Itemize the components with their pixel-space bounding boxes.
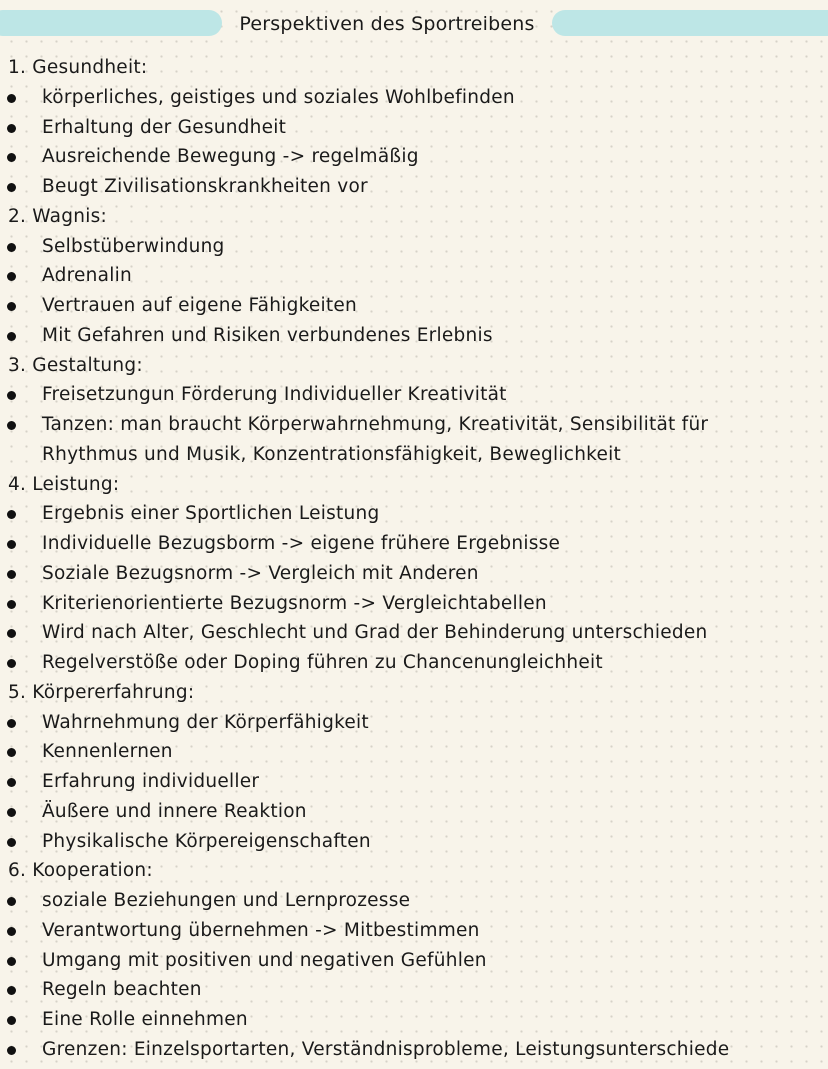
list-item: [0, 232, 828, 262]
list-item-text: Freisetzungun Förderung Individueller Kreativität: [42, 384, 507, 406]
list-item: [0, 589, 828, 619]
list-item: [0, 916, 828, 946]
list-item: [0, 1005, 828, 1035]
list-item-text: Regeln beachten: [42, 979, 202, 1001]
bullet-icon: [7, 600, 16, 609]
section-heading-gesundheit: 1. Gesundheit:: [8, 57, 148, 78]
section-heading-wagnis: 2. Wagnis:: [8, 205, 107, 227]
list-item: [0, 975, 828, 1005]
bullet-icon: [7, 838, 16, 847]
list-item-text: Wahrnehmung der Körperfähigkeit: [42, 711, 369, 733]
list-item: [0, 946, 828, 976]
bullet-icon: [7, 986, 16, 995]
bullet-icon: [7, 421, 16, 430]
list-item-text: körperliches, geistiges und soziales Wohlbefinden: [42, 86, 515, 108]
bullet-icon: [7, 243, 16, 252]
list-item-text: Kriterienorientierte Bezugsnorm -> Vergleichtabellen: [42, 592, 547, 614]
list-item: [0, 797, 828, 827]
list-item-text: Erfahrung individueller: [42, 771, 260, 792]
list-item: [0, 737, 828, 767]
list-item: [0, 1035, 828, 1065]
page-title: Perspektiven des Sportreibens: [239, 13, 535, 35]
list-item: [0, 499, 828, 529]
list-item: [0, 410, 828, 440]
bullet-icon: [7, 808, 16, 817]
list-item-text: Mit Gefahren und Risiken verbundenes Erlebnis: [42, 324, 493, 346]
list-item-text: Umgang mit positiven und negativen Gefühlen: [42, 949, 487, 971]
list-item-text: Soziale Bezugsnorm -> Vergleich mit Anderen: [42, 562, 479, 584]
bullet-icon: [7, 927, 16, 936]
list-item-text: Regelverstöße oder Doping führen zu Chancenungleichheit: [42, 652, 603, 673]
list-item-text: Individuelle Bezugsborm -> eigene frühere Ergebnisse: [42, 533, 561, 554]
bullet-icon: [7, 719, 16, 728]
bullet-icon: [7, 510, 16, 519]
list-item-text: Ausreichende Bewegung -> regelmäßig: [42, 146, 419, 168]
list-item: [0, 827, 828, 857]
list-item-continuation: Rhythmus und Musik, Konzentrationsfähigkeit, Beweglichkeit: [42, 443, 622, 465]
list-item: [0, 648, 828, 678]
bullet-icon: [7, 1046, 16, 1055]
bullet-icon: [7, 897, 16, 906]
list-item: [0, 559, 828, 589]
list-item-text: Grenzen: Einzelsportarten, Verständnisprobleme, Leistungsunterschiede: [42, 1038, 730, 1060]
list-item-text: Eine Rolle einnehmen: [42, 1009, 248, 1030]
bullet-icon: [7, 272, 16, 281]
list-item-text: Vertrauen auf eigene Fähigkeiten: [42, 295, 358, 316]
bullet-icon: [7, 124, 16, 133]
list-item-text: Physikalische Körpereigenschaften: [42, 830, 371, 852]
title-banner: [0, 10, 828, 38]
bullet-icon: [7, 778, 16, 787]
bullet-icon: [7, 183, 16, 192]
title-decoration-left: [0, 10, 222, 36]
section-heading-leistung: 4. Leistung:: [8, 473, 120, 495]
list-item-text: Wird nach Alter, Geschlecht und Grad der Behinderung unterschieden: [42, 622, 708, 644]
bullet-icon: [7, 629, 16, 638]
list-item: [0, 291, 828, 321]
notes-list: [0, 53, 828, 1065]
bullet-icon: [7, 391, 16, 400]
bullet-icon: [7, 957, 16, 966]
bullet-icon: [7, 570, 16, 579]
list-item-text: Äußere und innere Reaktion: [42, 800, 307, 822]
bullet-icon: [7, 748, 16, 757]
list-item: [0, 767, 828, 797]
list-item: [0, 380, 828, 410]
bullet-icon: [7, 1016, 16, 1025]
list-item: [0, 886, 828, 916]
list-item: [0, 142, 828, 172]
list-item-text: Tanzen: man braucht Körperwahrnehmung, Kreativität, Sensibilität für: [42, 414, 709, 435]
list-item: [0, 83, 828, 113]
bullet-icon: [7, 540, 16, 549]
list-item-text: Verantwortung übernehmen -> Mitbestimmen: [42, 919, 480, 941]
bullet-icon: [7, 94, 16, 103]
list-item: [0, 321, 828, 351]
title-decoration-right: [552, 10, 828, 36]
bullet-icon: [7, 659, 16, 668]
list-item: [0, 261, 828, 291]
list-item-text: Ergebnis einer Sportlichen Leistung: [42, 503, 380, 525]
list-item: [0, 708, 828, 738]
section-heading-koerpererfahrung: 5. Körpererfahrung:: [8, 681, 195, 703]
list-item: [0, 529, 828, 559]
section-heading-kooperation: 6. Kooperation:: [8, 860, 153, 882]
bullet-icon: [7, 332, 16, 341]
list-item: [0, 172, 828, 202]
bullet-icon: [7, 153, 16, 162]
section-heading-gestaltung: 3. Gestaltung:: [8, 354, 143, 376]
list-item-text: Selbstüberwindung: [42, 235, 225, 257]
list-item-text: Beugt Zivilisationskrankheiten vor: [42, 176, 368, 197]
list-item-text: Adrenalin: [42, 265, 132, 287]
list-item-text: soziale Beziehungen und Lernprozesse: [42, 890, 411, 911]
bullet-icon: [7, 302, 16, 311]
list-item-text: Kennenlernen: [42, 741, 173, 763]
list-item: [0, 618, 828, 648]
list-item: [0, 113, 828, 143]
list-item-text: Erhaltung der Gesundheit: [42, 116, 287, 138]
